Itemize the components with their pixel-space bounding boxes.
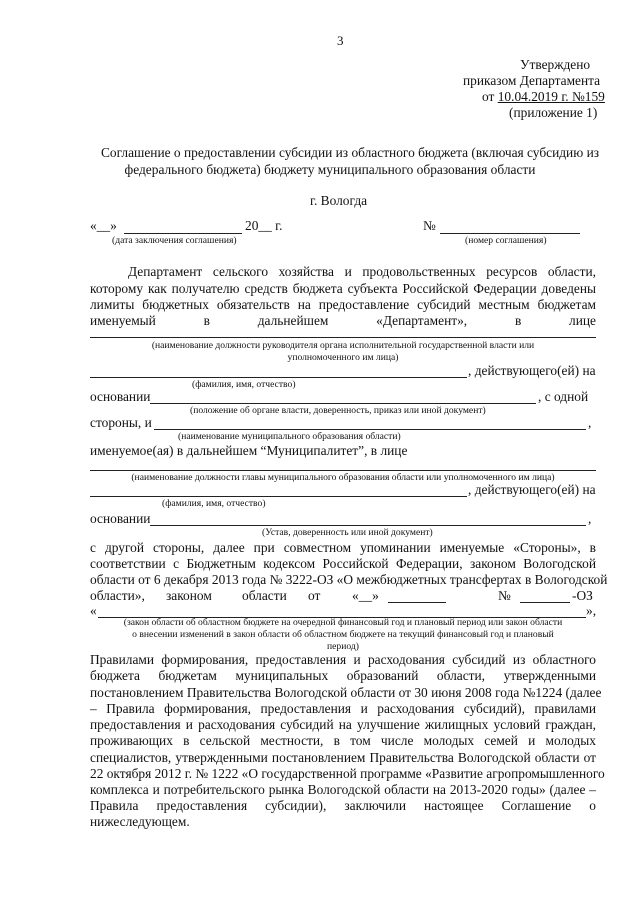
- one-side-text: , с одной: [538, 389, 589, 404]
- para3-line-11: нижеследующем.: [90, 814, 190, 829]
- blank-basis-doc-2: [150, 525, 586, 526]
- para3-line-10: Правила предоставления субсидии), заключили настоящее Соглашение о: [90, 798, 596, 813]
- city: г. Вологда: [310, 193, 368, 208]
- para2-line-2: соответствии с Бюджетным кодексом Российской Федерации, законом Вологодской: [90, 556, 596, 571]
- approval-line-1: Утверждено: [520, 57, 591, 72]
- blank-head-position: [90, 470, 596, 471]
- caption-basis-doc-2: (Устав, доверенность или иной документ): [262, 527, 433, 538]
- caption-municipality-name: (наименование муниципального образования области): [178, 431, 401, 442]
- blank-full-name-2: [90, 496, 467, 497]
- blank-official-position: [90, 337, 596, 338]
- para3-line-1: Правилами формирования, предоставления и расходования субсидий из областного: [90, 652, 596, 667]
- caption-law-3: период): [327, 641, 359, 652]
- date-day: «__»: [90, 218, 117, 233]
- number-blank: [440, 233, 580, 234]
- para1-line-2: которому как получателю средств бюджета субъекта Российской Федерации доведены: [90, 281, 596, 296]
- approval-line-2: приказом Департамента: [463, 73, 601, 88]
- comma-1: ,: [588, 415, 592, 430]
- para3-line-6: проживающих в сельской местности, в том числе молодых семей и молодых: [90, 733, 596, 748]
- caption-full-name-1: (фамилия, имя, отчество): [192, 379, 296, 390]
- blank-basis-doc-1: [150, 403, 536, 404]
- doc-title-line-2: федерального бюджета) бюджету муниципального образования области: [124, 162, 536, 177]
- para3-line-2: бюджета бюджетам муниципальных образований области, утвержденными: [90, 668, 596, 683]
- caption-number: (номер соглашения): [465, 235, 547, 246]
- blank-full-name-1: [90, 377, 467, 378]
- caption-official-position: (наименование должности руководителя органа исполнительной государственной власти или: [151, 340, 535, 351]
- doc-title-line-1: Соглашение о предоставлении субсидии из областного бюджета (включая субсидию из: [100, 145, 600, 160]
- caption-law-1: (закон области об областном бюджете на очередной финансовый год и плановый период или закон области: [123, 617, 563, 628]
- blank-law-number: [520, 602, 570, 603]
- caption-basis-doc-1: (положение об органе власти, доверенность, приказ или иной документ): [190, 405, 486, 416]
- approval-date: 10.04.2019 г. №159: [497, 89, 605, 104]
- acting-text-2: , действующего(ей) на: [468, 482, 596, 497]
- acting-text-1: , действующего(ей) на: [468, 363, 596, 378]
- basis-label-2: основании: [90, 511, 151, 526]
- date-year: 20__ г.: [245, 218, 283, 233]
- caption-law-2: о внесении изменений в закон области об областном бюджете на текущий финансовый год и плановый: [132, 629, 554, 640]
- para3-line-3: постановлением Правительства Вологодской области от 30 июня 2008 года №1224 (далее: [90, 685, 602, 700]
- caption-head-position: (наименование должности главы муниципального образования области или уполномоченного им лица): [131, 472, 555, 483]
- approval-line-3: от 10.04.2019 г. №159: [482, 89, 605, 104]
- law-name-close: »,: [586, 603, 597, 618]
- page-number: 3: [337, 33, 344, 48]
- named-municipality-line: именуемое(ая) в дальнейшем “Муниципалитет”, в лице: [90, 443, 408, 458]
- side-and-label: стороны, и: [90, 415, 152, 430]
- caption-date: (дата заключения соглашения): [112, 235, 237, 246]
- para1-line-1: Департамент сельского хозяйства и продовольственных ресурсов области,: [128, 264, 596, 279]
- para3-line-4: – Правила формирования, предоставления и расходования субсидий), правилами: [90, 701, 596, 716]
- law-name-open: «: [90, 603, 97, 618]
- para1-line-3: лимиты бюджетных обязательств на предоставление субсидий местным бюджетам: [90, 297, 596, 312]
- caption-full-name-2: (фамилия, имя, отчество): [162, 498, 266, 509]
- para3-line-9: комплекса и потребительского рынка Вологодской области на 2013-2020 годы» (далее –: [90, 782, 596, 797]
- basis-label-1: основании: [90, 389, 151, 404]
- blank-municipality-name: [154, 429, 586, 430]
- para3-line-8: 22 октября 2012 г. № 1222 «О государственной программе «Развитие агропромышленного: [90, 766, 605, 781]
- para3-line-7: специалистов, утвержденными постановлением Правительства Вологодской области от: [90, 750, 596, 765]
- para1-line-4: именуемый в дальнейшем «Департамент», в лице: [90, 313, 596, 328]
- date-month-blank: [124, 233, 242, 234]
- blank-law-date: [388, 602, 446, 603]
- para3-line-5: предоставления и расходования субсидий на улучшение жилищных условий граждан,: [90, 717, 596, 732]
- caption-official-position-2: уполномоченного им лица): [287, 352, 399, 363]
- approval-line-4: (приложение 1): [509, 105, 598, 120]
- comma-2: ,: [588, 511, 592, 526]
- para2-line-1: с другой стороны, далее при совместном упоминании именуемые «Стороны», в: [90, 540, 596, 555]
- number-sign: №: [423, 218, 436, 233]
- para2-line-4: области», законом области от «__» № -ОЗ: [90, 588, 593, 603]
- para2-line-3: области от 6 декабря 2013 года № 3222-ОЗ «О межбюджетных трансфертах в Вологодской: [90, 572, 608, 587]
